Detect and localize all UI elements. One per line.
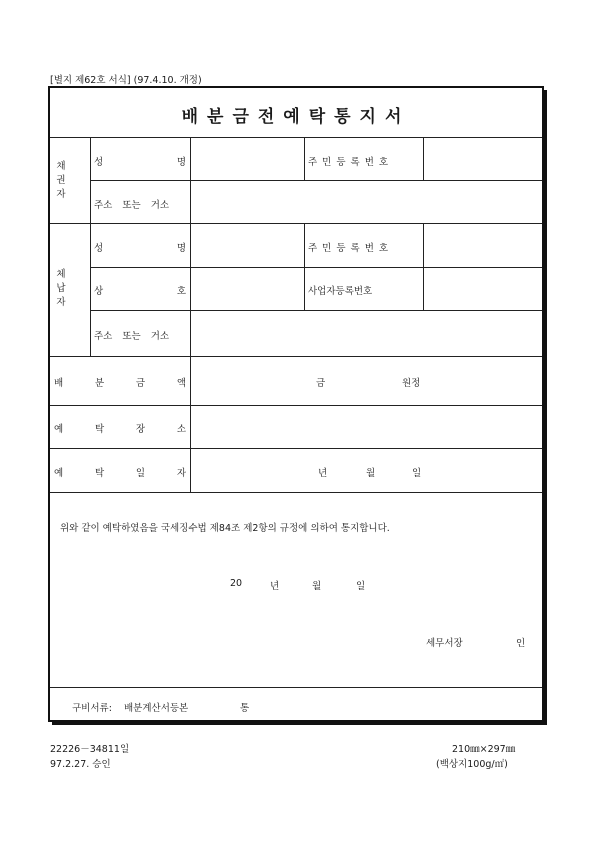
attachment-unit: 통 <box>240 703 250 714</box>
divider <box>50 137 542 138</box>
form-code: [별지 제62호 서식] (97.4.10. 개정) <box>50 75 202 86</box>
paper-spec: (백상지100g/㎡) <box>436 759 508 770</box>
issue-date-year: 년 <box>270 581 280 592</box>
approval-date: 97.2.27. 승인 <box>50 759 111 770</box>
place-label: 예 탁 장 소 <box>54 424 186 435</box>
creditor-name-label: 성 명 <box>94 157 186 168</box>
date-month: 월 <box>366 468 376 479</box>
creditor-address-label: 주소 또는 거소 <box>94 200 170 211</box>
divider <box>50 356 542 357</box>
notice-statement: 위와 같이 예탁하였음을 국세징수법 제84조 제2항의 규정에 의하여 통지합니다. <box>60 523 390 534</box>
seal-mark: 인 <box>516 638 526 649</box>
divider <box>50 687 542 688</box>
amount-suffix: 원정 <box>402 378 421 389</box>
divider <box>50 492 542 493</box>
form-number: 22226－34811일 <box>50 744 130 755</box>
delinquent-bizno-label: 사업자등록번호 <box>308 286 373 297</box>
divider <box>50 223 542 224</box>
attachment-label: 구비서류: <box>72 703 112 714</box>
frame-shadow-right <box>544 90 547 724</box>
attachment-item: 배분계산서등본 <box>124 703 189 714</box>
form-title: 배분금전예탁통지서 <box>181 107 411 127</box>
issue-date-day: 일 <box>356 581 366 592</box>
date-label: 예 탁 일 자 <box>54 468 186 479</box>
divider <box>423 137 424 180</box>
date-day: 일 <box>412 468 422 479</box>
delinquent-address-label: 주소 또는 거소 <box>94 331 170 342</box>
paper-size: 210㎜×297㎜ <box>452 744 516 755</box>
divider <box>90 310 542 311</box>
divider <box>90 267 542 268</box>
creditor-rrn-label: 주민등록번호 <box>308 157 394 168</box>
delinquent-group-label: 체납자 <box>56 269 66 308</box>
divider <box>304 137 305 180</box>
amount-prefix: 금 <box>316 378 326 389</box>
divider <box>90 137 91 356</box>
notice-form <box>48 86 544 722</box>
divider <box>423 223 424 310</box>
divider <box>50 405 542 406</box>
date-year: 년 <box>318 468 328 479</box>
divider <box>90 180 542 181</box>
frame-shadow-bottom <box>52 722 547 725</box>
divider <box>50 448 542 449</box>
issue-date-month: 월 <box>312 581 322 592</box>
delinquent-trade-label: 상 호 <box>94 286 186 297</box>
delinquent-rrn-label: 주민등록번호 <box>308 243 394 254</box>
creditor-group-label: 채권자 <box>56 161 66 200</box>
divider <box>304 223 305 310</box>
issue-date-prefix: 20 <box>230 578 243 589</box>
divider <box>190 137 191 492</box>
tax-office-head: 세무서장 <box>426 638 463 649</box>
delinquent-name-label: 성 명 <box>94 243 186 254</box>
amount-label: 배 분 금 액 <box>54 378 186 389</box>
